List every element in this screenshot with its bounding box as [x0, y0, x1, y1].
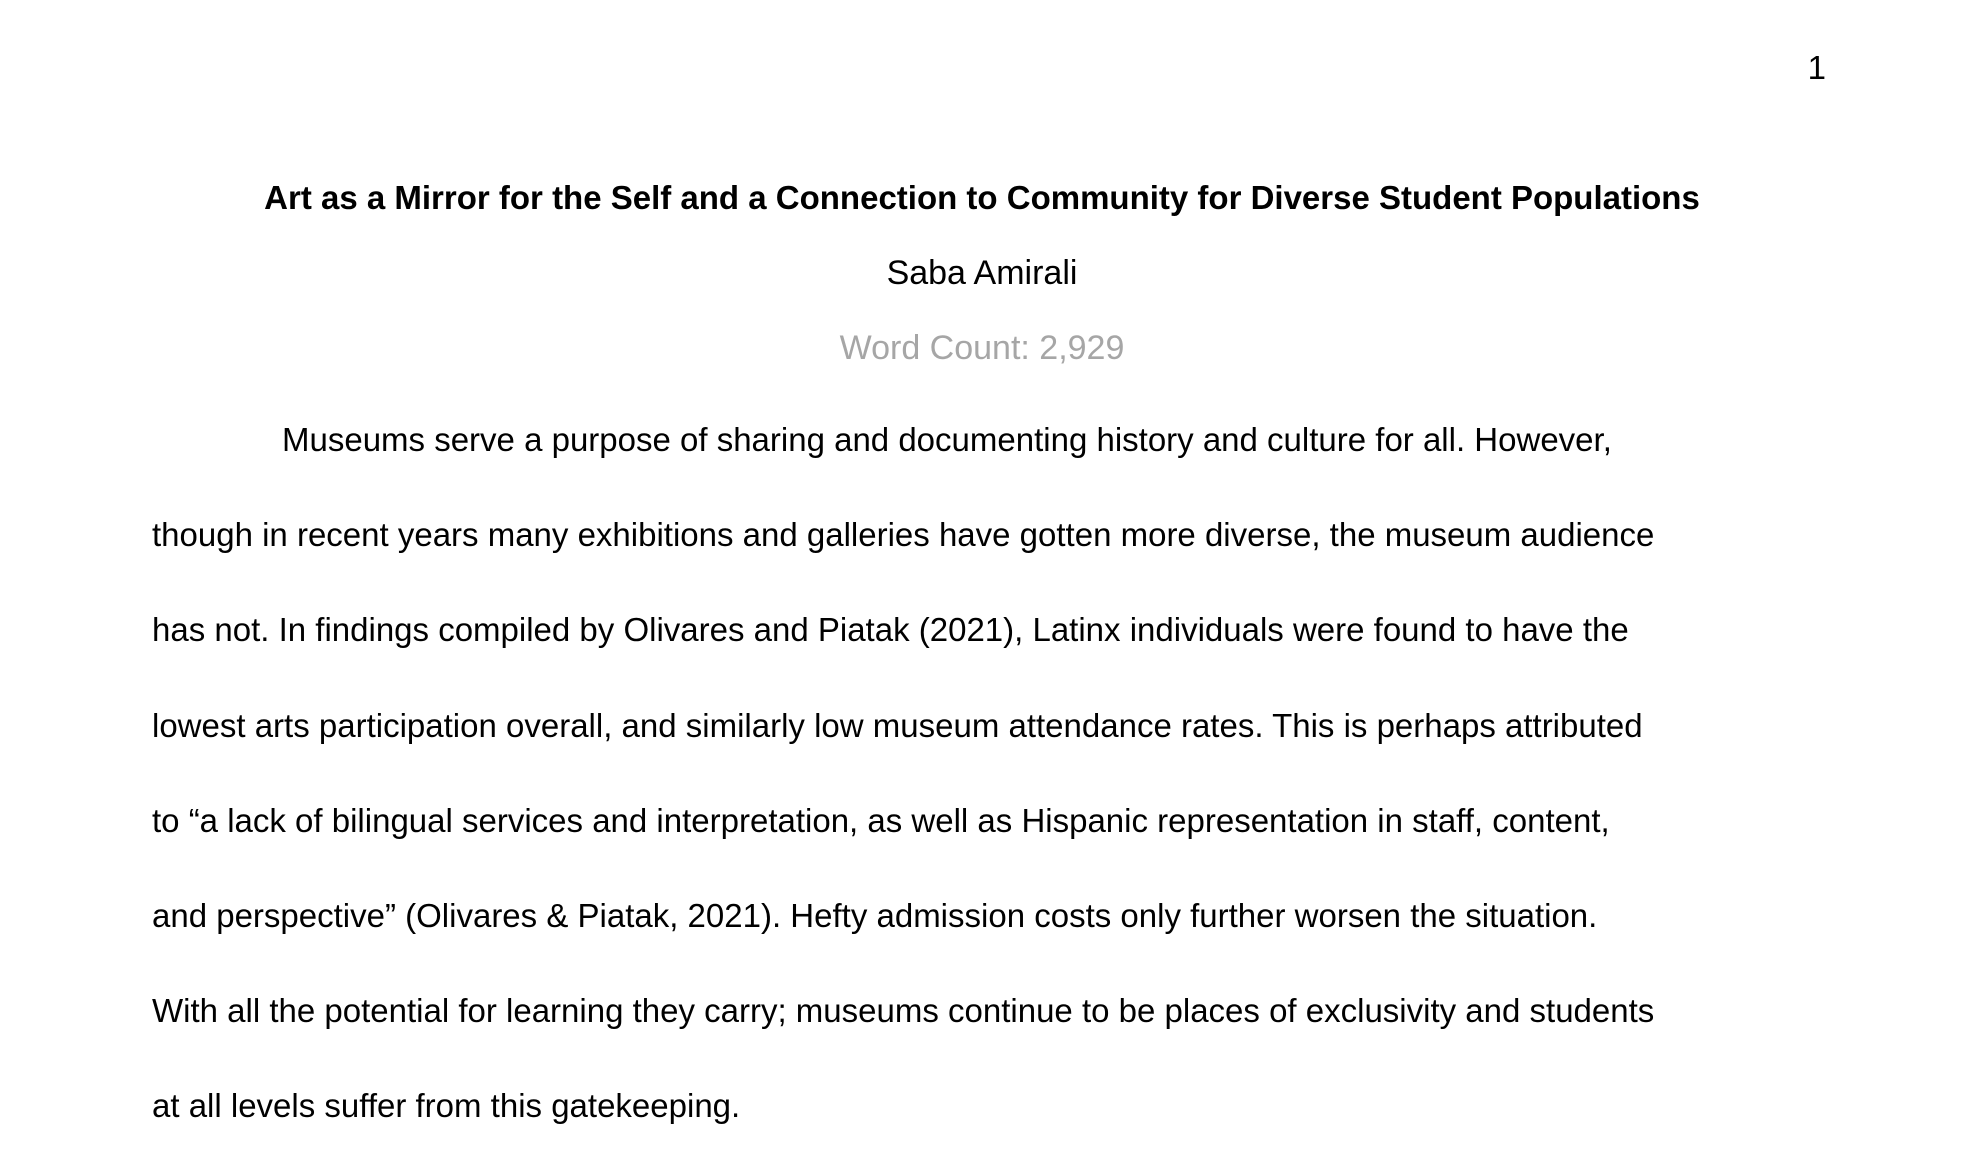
paragraph-line: at all levels suffer from this gatekeeping.	[152, 1087, 741, 1124]
paragraph-line: to “a lack of bilingual services and interpretation, as well as Hispanic representation in staff, content,	[152, 802, 1610, 839]
paragraph-line: With all the potential for learning they carry; museums continue to be places of exclusivity and students	[152, 992, 1655, 1029]
paragraph-line: has not. In findings compiled by Olivares and Piatak (2021), Latinx individuals were found to have the	[152, 611, 1629, 648]
page-number: 1	[1807, 49, 1826, 86]
author-name: Saba Amirali	[886, 254, 1078, 292]
word-count: Word Count: 2,929	[839, 329, 1125, 367]
document-title: Art as a Mirror for the Self and a Connection to Community for Diverse Student Populations	[264, 179, 1700, 216]
paragraph-line: lowest arts participation overall, and similarly low museum attendance rates. This is perhaps attributed	[152, 707, 1643, 744]
paragraph-line: though in recent years many exhibitions and galleries have gotten more diverse, the museum audience	[152, 516, 1655, 553]
paragraph-line: Museums serve a purpose of sharing and documenting history and culture for all. However,	[282, 421, 1612, 458]
paragraph-line: and perspective” (Olivares & Piatak, 2021). Hefty admission costs only further worsen the situation.	[152, 897, 1598, 934]
